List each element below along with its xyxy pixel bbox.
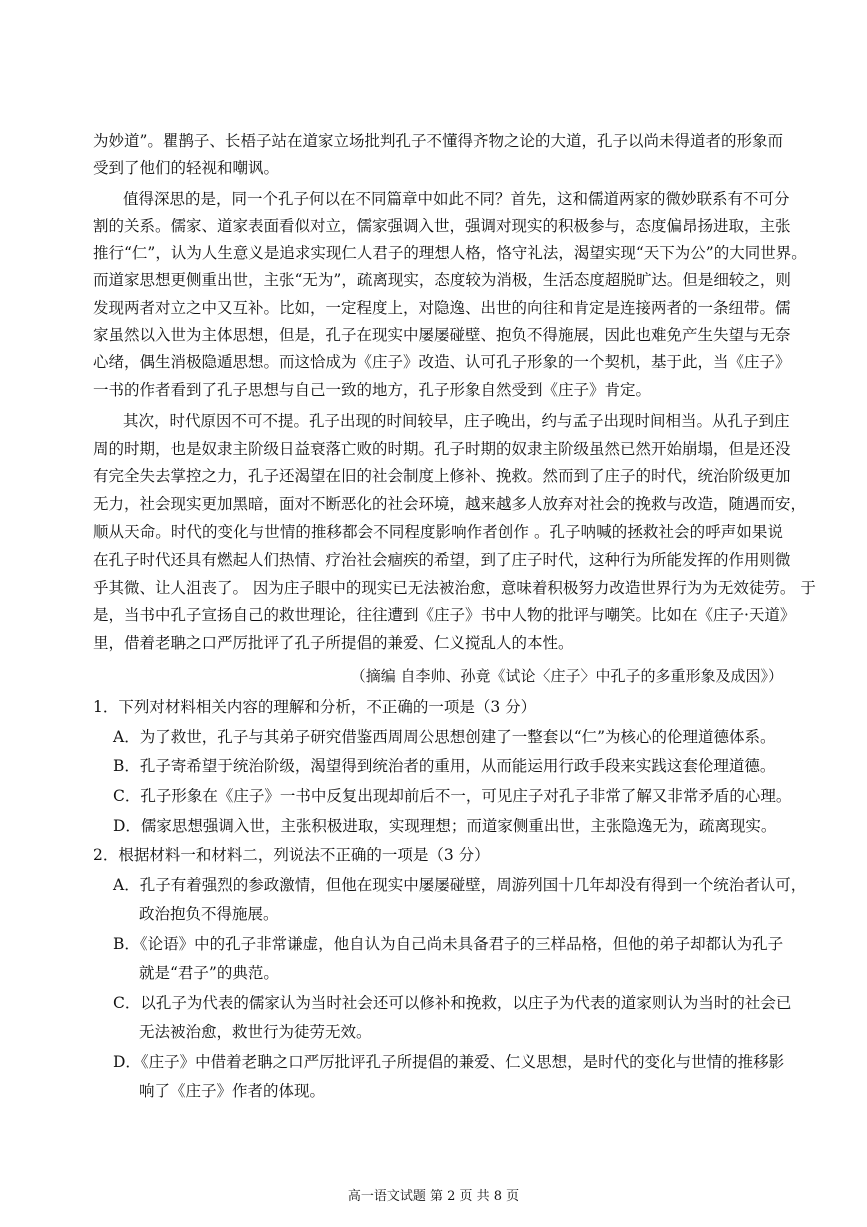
passage-line: 周的时期，也是奴隶主阶级日益衰落亡败的时期。孔子时期的奴隶主阶级虽然已然开始崩塌，但是还没 bbox=[93, 440, 791, 458]
passage-line: 无力，社会现实更加黑暗，面对不断恶化的社会环境，越来越多人放弃对社会的挽救与改造，随遇而安， bbox=[93, 495, 807, 513]
passage-line: 有完全失去掌控之力，孔子还渴望在旧的社会制度上修补、挽救。然而到了庄子的时代，统治阶级更加 bbox=[93, 467, 791, 485]
passage-line: 在孔子时代还具有燃起人们热情、疗治社会痼疾的希望，到了庄子时代，这种行为所能发挥的作用则微 bbox=[93, 551, 791, 569]
question-1-option-a[interactable]: A．为了救世，孔子与其弟子研究借鉴西周周公思想创建了一整套以“仁”为核心的伦理道德体系。 bbox=[113, 728, 776, 746]
page-footer: 高一语文试题 第 2 页 共 8 页 bbox=[347, 1189, 520, 1204]
passage-line: 推行“仁”，认为人生意义是追求实现仁人君子的理想人格，恪守礼法，渴望实现“天下为公”的大同世界。 bbox=[93, 244, 807, 262]
passage-line: 家虽然以入世为主体思想，但是，孔子在现实中屡屡碰壁、抱负不得施展，因此也难免产生失望与无奈 bbox=[93, 326, 791, 344]
passage-line: 里，借着老聃之口严厉批评了孔子所提倡的兼爱、仁义搅乱人的本性。 bbox=[93, 634, 574, 652]
passage-line: 发现两者对立之中又互补。比如，一定程度上，对隐逸、出世的向往和肯定是连接两者的一条纽带。儒 bbox=[93, 299, 791, 317]
passage-line: 值得深思的是，同一个孔子何以在不同篇章中如此不同？首先，这和儒道两家的微妙联系有不可分 bbox=[123, 190, 790, 208]
question-1-option-c[interactable]: C．孔子形象在《庄子》一书中反复出现却前后不一，可见庄子对孔子非常了解又非常矛盾的心理。 bbox=[113, 787, 792, 805]
passage-line: 是，当书中孔子宣扬自己的救世理论，往往遭到《庄子》书中人物的批评与嘲笑。比如在《庄子·天道》 bbox=[93, 606, 796, 624]
question-1-option-b[interactable]: B．孔子寄希望于统治阶级，渴望得到统治者的重用，从而能运用行政手段来实践这套伦理道德。 bbox=[113, 757, 776, 775]
passage-line: 割的关系。儒家、道家表面看似对立，儒家强调入世，强调对现实的积极参与，态度偏昂扬进取，主张 bbox=[93, 217, 791, 235]
question-2-option-a[interactable]: A．孔子有着强烈的参政激情，但他在现实中屡屡碰壁，周游列国十几年却没有得到一个统治者认可， bbox=[113, 876, 807, 894]
question-2-option-a-cont[interactable]: 政治抱负不得施展。 bbox=[139, 905, 279, 923]
passage-source: （摘编 自李帅、孙竟《试论〈庄子〉中孔子的多重形象及成因》） bbox=[350, 667, 783, 685]
question-2-option-b-cont[interactable]: 就是“君子”的典范。 bbox=[139, 964, 279, 982]
question-2-option-c[interactable]: C．以孔子为代表的儒家认为当时社会还可以修补和挽救，以庄子为代表的道家则认为当时的社会已 bbox=[113, 994, 792, 1012]
question-1-stem: 1．下列对材料相关内容的理解和分析，不正确的一项是（3 分） bbox=[93, 698, 537, 716]
question-2-option-d-cont[interactable]: 响了《庄子》作者的体现。 bbox=[139, 1082, 326, 1100]
question-2-option-b[interactable]: B．《论语》中的孔子非常谦虚，他自认为自己尚未具备君子的三样品格，但他的弟子却都认为孔子 bbox=[113, 935, 784, 953]
passage-line: 受到了他们的轻视和嘲讽。 bbox=[93, 159, 280, 177]
passage-line: 一书的作者看到了孔子思想与自己一致的地方，孔子形象自然受到《庄子》肯定。 bbox=[93, 381, 652, 399]
question-1-option-d[interactable]: D．儒家思想强调入世，主张积极进取，实现理想；而道家侧重出世，主张隐逸无为，疏离现实。 bbox=[113, 817, 777, 835]
question-2-stem: 2．根据材料一和材料二，列说法不正确的一项是（3 分） bbox=[93, 846, 490, 864]
passage-line: 乎其微、让人沮丧了。 因为庄子眼中的现实已无法被治愈，意味着积极努力改造世界行为为无效徒劳。 于 bbox=[93, 579, 816, 597]
question-2-option-c-cont[interactable]: 无法被治愈，救世行为徒劳无效。 bbox=[139, 1023, 372, 1041]
passage-line: 而道家思想更侧重出世，主张“无为”，疏离现实，态度较为消极，生活态度超脱旷达。但是细较之，则 bbox=[93, 271, 791, 289]
passage-line: 其次，时代原因不可不提。孔子出现的时间较早，庄子晚出，约与孟子出现时间相当。从孔子到庄 bbox=[123, 412, 790, 430]
passage-line: 顺从天命。时代的变化与世情的推移都会不同程度影响作者创作 。孔子呐喊的拯救社会的呼声如果说 bbox=[93, 523, 783, 541]
question-2-option-d[interactable]: D．《庄子》中借着老聃之口严厉批评孔子所提倡的兼爱、仁义思想，是时代的变化与世情的推移影 bbox=[113, 1053, 785, 1071]
passage-line: 心绪，偶生消极隐遁思想。而这恰成为《庄子》改造、认可孔子形象的一个契机，基于此，当《庄子》 bbox=[93, 353, 791, 371]
passage-line: 为妙道”。瞿鹊子、长梧子站在道家立场批判孔子不懂得齐物之论的大道，孔子以尚未得道者的形象而 bbox=[93, 132, 783, 150]
